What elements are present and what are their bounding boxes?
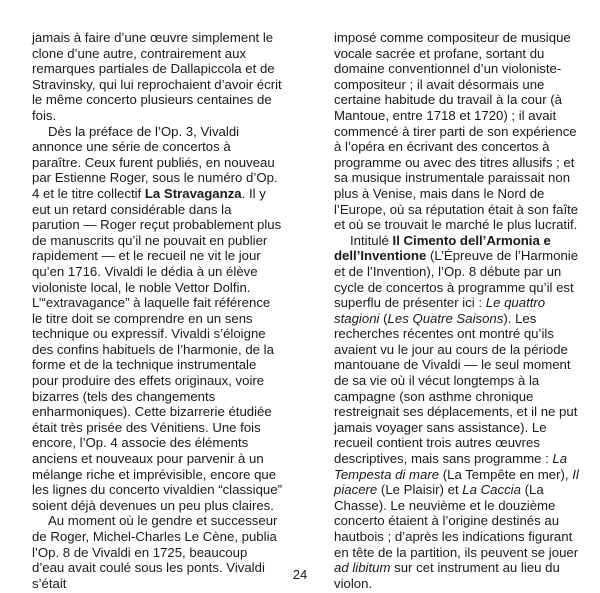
italic-title: La Tempesta di mare — [334, 451, 568, 482]
italic-title: La Caccia — [462, 482, 521, 498]
text-run: Dès la préface de l’Op. 3, Vivaldi annonce une série de concertos à paraître. Ceux furent publiés, en nouveau par Estienne Roger, sous le numéro d’Op. 4 et le titre collectif — [32, 123, 278, 201]
right-column — [334, 30, 584, 591]
text-run: ). — [503, 310, 516, 326]
text-run: Les recherches récentes ont montré qu’ils avaient vu le jour au cours de la période mantouane de Vivaldi — le seul moment de sa vie où il vécut longtemps à la campagne (son asthme chronique restreignait ses déplacements, et il ne put jamais voyager sans assistance). Le recueil contient trois autres œuvres descriptives, mais sans programme : — [334, 310, 578, 467]
italic-title: Les Quatre Saisons — [387, 310, 504, 326]
page-number: 24 — [292, 567, 308, 582]
paragraph — [32, 124, 282, 514]
text-run: (L’Épreuve de l’Harmonie et de l’Invention), l’Op. 8 débute par un cycle de concertos à programme qu’il est superflu de présenter ici : — [334, 248, 579, 311]
bold-title: La Stravaganza — [144, 185, 242, 201]
paragraph — [334, 233, 584, 592]
bold-title: Il Cimento dell’Armonia e dell’Inventione — [334, 232, 551, 264]
paragraph — [334, 30, 584, 233]
text-run: . Il y eut un retard considérable dans la parution — Roger reçut probablement plus de manuscrits qu’il ne pouvait en publier rapidement — et le recueil ne vit le jour qu’en 1716. Vivaldi le dédia à un élève violoniste local, le noble Vettor Dolfin. L’“extravagance” à laquelle fait référence le titre doit se comprendre en un sens technique ou expressif. Vivaldi s’éloigne des confins habituels de l’harmonie, de la forme et de la technique instrumentale pour produire des effets originaux, voire bizarres (tels des changements enharmoniques). Cette bizarrerie étudiée était très prisée des Vénitiens. Une fois encore, l’Op. 4 associe des éléments anciens et nouveaux pour parvenir à un mélange riche et imprévisible, encore que les lignes du concerto vivaldien “classique” soient déjà devenues un peu plus claires. — [32, 185, 282, 513]
italic-title: Il piacere — [334, 466, 579, 498]
text-run: imposé comme compositeur de musique vocale sacrée et profane, sortant du domaine conventionnel d’un violoniste-compositeur ; il avait désormais une certaine habitude du travail à la cour (à Mantoue, entre 1718 et 1720) ; il avait commencé à tirer parti de son expérience à l’opéra en écrivant des concertos à programme ou avec des titres allusifs ; et sa musique instrumentale paraissait non plus à Venise, mais dans le Nord de l’Europe, où sa réputation était à son faîte et où se trouvait le marché le plus lucratif. — [334, 30, 579, 233]
text-run: Au moment où le gendre et successeur de Roger, Michel-Charles Le Cène, publia l’Op. 8 de Vivaldi en 1725, beaucoup d’eau avait coulé sous les ponts. Vivaldi s’était — [32, 513, 278, 591]
text-run: (La Chasse). Le neuvième et le douzième concerto étaient à l’origine destinés au hautbois ; d’après les indications figurant en tête de la partition, ils peuvent se jouer — [334, 482, 579, 560]
text-run: (Le Plaisir) et — [377, 482, 463, 498]
italic-title: Le quattro stagioni — [334, 295, 546, 326]
left-column — [32, 30, 282, 591]
text-run: (La Tempête en mer), — [439, 466, 573, 482]
text-run: ( — [379, 310, 388, 326]
text-run: sur cet instrument au lieu du violon. — [334, 560, 560, 591]
text-run: jamais à faire d’une œuvre simplement le clone d’une autre, contrairement aux remarques partiales de Dallapiccola et de Stravinsky, qui lui reprochaient d’avoir écrit le même concerto plusieurs centaines de fois. — [32, 30, 282, 123]
italic-title: ad libitum — [334, 560, 391, 576]
text-run: Intitulé — [350, 232, 393, 248]
paragraph — [32, 30, 282, 124]
